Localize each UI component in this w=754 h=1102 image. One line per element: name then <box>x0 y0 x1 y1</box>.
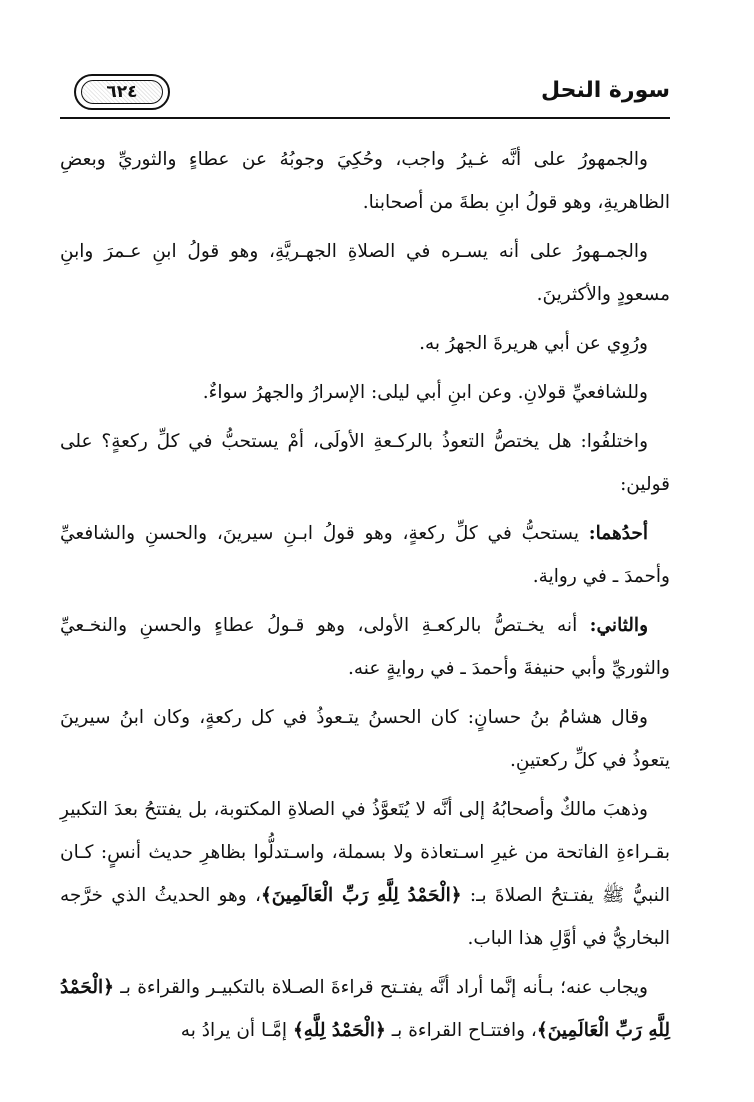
header-rule <box>60 117 670 119</box>
paragraph: واختلفُوا: هل يختصُّ التعوذُ بالركـعةِ الأولَى، أمْ يستحبُّ في كلِّ ركعةٍ؟ على قولين: <box>60 431 670 495</box>
paragraph: والجمـهورُ على أنه يسـره في الصلاةِ الجهـريَّةِ، وهو قولُ ابنِ عـمرَ وابنِ مسعودٍ والأكثرينَ. <box>60 241 670 305</box>
quran-quote: ﴿الْحَمْدُ لِلَّهِ رَبِّ الْعَالَمِينَ﴾ <box>60 977 670 1041</box>
paragraph: والجمهورُ على أنَّه غـيرُ واجب، وحُكِيَ وجوبُهُ عن عطاءٍ والثوريِّ وبعضِ الظاهريةِ، وهو قولُ ابنِ بطةَ من أصحابنا. <box>60 149 670 213</box>
paragraph: أحدُهما: يستحبُّ في كلِّ ركعةٍ، وهو قولُ ابـنِ سيرينَ، والحسنِ والشافعيِّ وأحمدَ ـ في رواية. <box>60 523 670 587</box>
paragraph: وللشافعيِّ قولانِ. وعن ابنِ أبي ليلى: الإسرارُ والجهرُ سواءٌ. <box>202 382 648 403</box>
paragraph: ويجاب عنه؛ بـأنه إنَّما أراد أنَّه يفتـتح قراءةَ الصـلاة بالتكبيـر والقراءة بـ ﴿الْحَمْدُ لِلَّهِ رَبِّ الْعَالَمِينَ﴾، وافتتـاح القراءة بـ ﴿الْحَمْدُ لِلَّهِ﴾ إمَّـا أن يرادُ به <box>60 977 670 1041</box>
surah-title: سورة النحل <box>540 78 670 103</box>
page-number-badge <box>74 74 170 110</box>
page-number: ٦٢٤ <box>81 80 163 104</box>
quran-quote: ﴿الْحَمْدُ لِلَّهِ﴾ <box>292 1020 386 1041</box>
page-header <box>60 74 670 114</box>
quran-quote: ﴿الْحَمْدُ لِلَّهِ رَبِّ الْعَالَمِينَ﴾ <box>260 885 462 906</box>
lead-term: أحدُهما: <box>588 523 648 544</box>
paragraph: وذهبَ مالكٌ وأصحابُهُ إلى أنَّه لا يُتَعوَّذُ في الصلاةِ المكتوبة، بل يفتتحُ بعدَ التكبيرِ بقـراءةِ الفاتحة من غيرِ اسـتعاذة ولا بسملة، واسـتدلُّوا بظاهرِ حديث أنسٍ: كـان النبيُّ ﷺ يفتـتحُ الصلاةَ بـ: ﴿الْحَمْدُ لِلَّهِ رَبِّ الْعَالَمِينَ﴾، وهو الحديثُ الذي خرَّجه البخاريُّ في أوَّلِ هذا الباب. <box>60 799 671 949</box>
paragraph: والثاني: أنه يخـتصُّ بالركعـةِ الأولى، وهو قـولُ عطاءٍ والحسنِ والنخـعيِّ والثوريِّ وأبي حنيفةَ وأحمدَ ـ في روايةٍ عنه. <box>60 615 670 679</box>
paragraph: وقال هشامُ بنُ حسانٍ: كان الحسنُ يتـعوذُ في كل ركعةٍ، وكان ابنُ سيرينَ يتعوذُ في كلِّ ركعتينِ. <box>60 707 670 771</box>
body-text <box>60 138 670 1088</box>
paragraph: ورُوِي عن أبي هريرةَ الجهرُ به. <box>419 333 648 354</box>
lead-term: والثاني: <box>589 615 648 636</box>
